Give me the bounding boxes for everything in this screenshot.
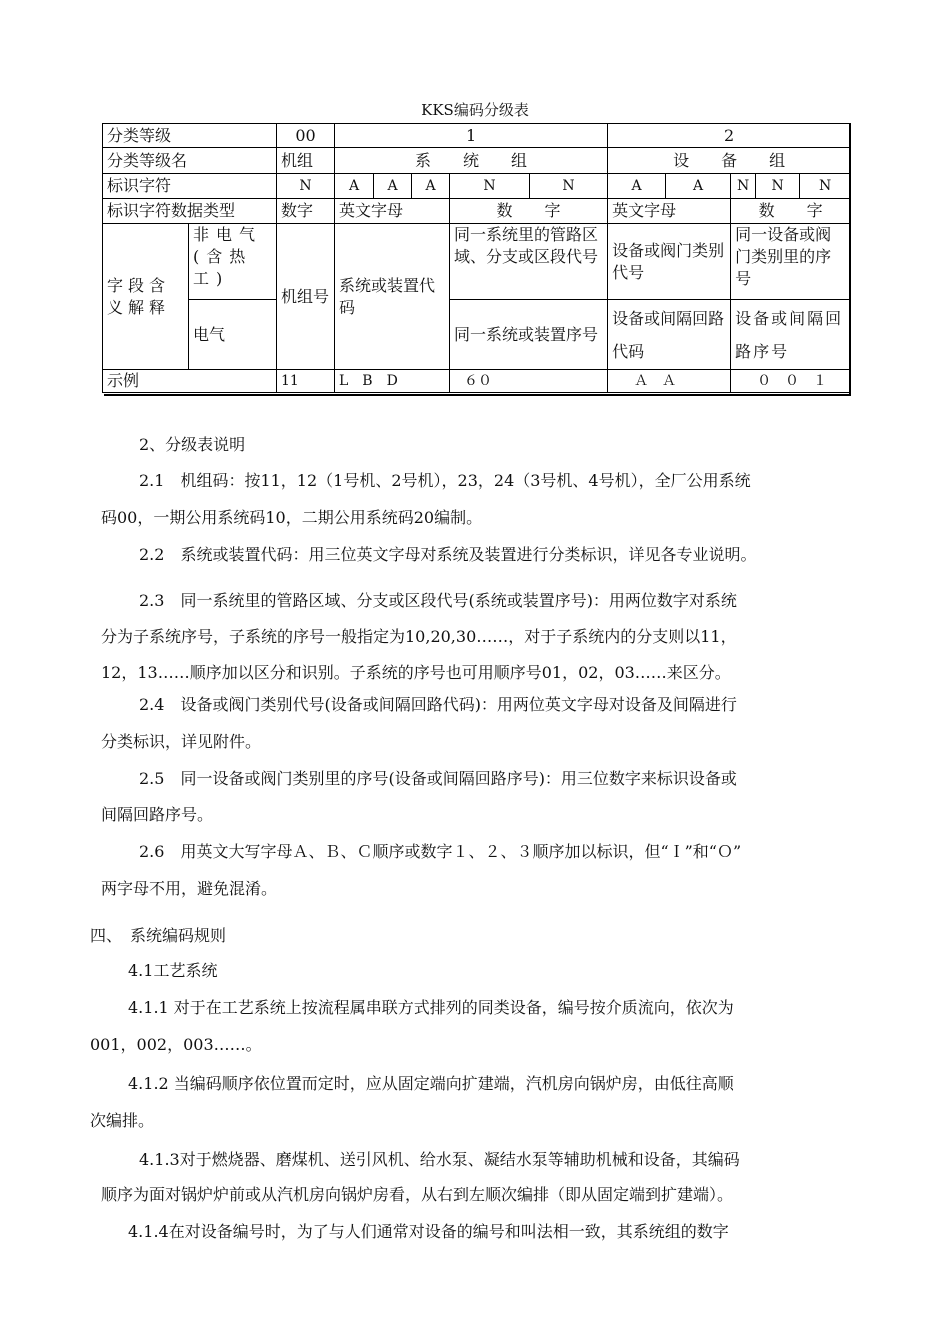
subsection-heading: 4.1工艺系统 bbox=[128, 961, 218, 980]
datatype-digits-2: 数 字 bbox=[731, 199, 851, 224]
paragraph-line: 2.6 用英文大写字母Ａ、Ｂ、Ｃ顺序或数字１、２、３顺序加以标识，但“Ｉ”和“Ｏ” bbox=[139, 842, 742, 861]
id-char-label: 标识字符 bbox=[103, 174, 277, 199]
level-2: 2 bbox=[608, 124, 851, 148]
table-title: KKS编码分级表 bbox=[421, 101, 529, 119]
datatype-label: 标识字符数据类型 bbox=[103, 199, 277, 224]
table-shadow-bottom bbox=[104, 394, 851, 396]
equipment-group-cell: 设 备 组 bbox=[608, 148, 851, 174]
datatype-letters-2: 英文字母 bbox=[608, 199, 731, 224]
level-1: 1 bbox=[335, 124, 608, 148]
paragraph-line: 间隔回路序号。 bbox=[101, 805, 214, 824]
table-shadow-right bbox=[849, 123, 851, 396]
interval-code-cell: 设备或间隔回路代码 bbox=[608, 300, 731, 370]
id-char-cell: A bbox=[666, 174, 731, 199]
paragraph-line: 分类标识，详见附件。 bbox=[101, 732, 262, 751]
system-code-cell: 系统或装置代码 bbox=[335, 224, 450, 370]
paragraph-line: 4.1.2 当编码顺序依位置而定时，应从固定端向扩建端，汽机房向锅炉房，由低往高顺 bbox=[128, 1074, 734, 1093]
chapter-heading: 四、 系统编码规则 bbox=[90, 926, 227, 945]
id-char-cell: N bbox=[731, 174, 756, 199]
unit-no-cell: 机组号 bbox=[277, 224, 335, 370]
id-char-cell: N bbox=[756, 174, 800, 199]
id-char-cell: A bbox=[374, 174, 412, 199]
paragraph-line: 001，002，003……。 bbox=[90, 1035, 262, 1054]
section-heading: 2、分级表说明 bbox=[139, 435, 246, 454]
pipe-section-cell: 同一系统里的管路区域、分支或区段代号 bbox=[450, 224, 608, 300]
datatype-number: 数字 bbox=[277, 199, 335, 224]
id-char-cell: A bbox=[335, 174, 374, 199]
paragraph-line: 2.5 同一设备或阀门类别里的序号(设备或间隔回路序号)：用三位数字来标识设备或 bbox=[139, 769, 737, 788]
unit-cell: 机组 bbox=[277, 148, 335, 174]
paragraph-line: 次编排。 bbox=[90, 1111, 155, 1130]
level-name-label: 分类等级名 bbox=[103, 148, 277, 174]
datatype-letters: 英文字母 bbox=[335, 199, 450, 224]
system-group-cell: 系 统 组 bbox=[335, 148, 608, 174]
paragraph-line: 12，13……顺序加以区分和识别。子系统的序号也可用顺序号01，02，03……来区分。 bbox=[101, 663, 731, 682]
example-equip: Ａ Ａ bbox=[608, 370, 731, 393]
paragraph-line: 2.2 系统或装置代码：用三位英文字母对系统及装置进行分类标识，详见各专业说明。 bbox=[139, 545, 757, 564]
interval-seq-cell: 设备或间隔回路序号 bbox=[731, 300, 851, 370]
paragraph-line: 分为子系统序号，子系统的序号一般指定为10,20,30……，对于子系统内的分支则以11， bbox=[101, 627, 737, 646]
kks-level-table bbox=[102, 123, 851, 393]
id-char-cell: N bbox=[530, 174, 608, 199]
level-label: 分类等级 bbox=[103, 124, 277, 148]
id-char-cell: N bbox=[450, 174, 530, 199]
paragraph-line: 4.1.1 对于在工艺系统上按流程属串联方式排列的同类设备，编号按介质流向，依次为 bbox=[128, 998, 734, 1017]
paragraph-line: 码00，一期公用系统码10，二期公用系统码20编制。 bbox=[101, 508, 483, 527]
id-char-cell: N bbox=[800, 174, 851, 199]
paragraph-line: 2.3 同一系统里的管路区域、分支或区段代号(系统或装置序号)：用两位数字对系统 bbox=[139, 591, 737, 610]
datatype-digits: 数 字 bbox=[450, 199, 608, 224]
electric-label: 电气 bbox=[189, 300, 277, 370]
example-seq: ０ ０ １ bbox=[731, 370, 851, 393]
example-label: 示例 bbox=[103, 370, 277, 393]
meaning-label: 字段含义解释 bbox=[103, 224, 189, 370]
paragraph-line: 2.4 设备或阀门类别代号(设备或间隔回路代码)：用两位英文字母对设备及间隔进行 bbox=[139, 695, 737, 714]
equip-seq-cell: 同一设备或阀门类别里的序号 bbox=[731, 224, 851, 300]
id-char-cell: A bbox=[412, 174, 450, 199]
example-system: L B D bbox=[335, 370, 450, 393]
id-char-cell: N bbox=[277, 174, 335, 199]
paragraph-line: 4.1.4在对设备编号时，为了与人们通常对设备的编号和叫法相一致，其系统组的数字 bbox=[128, 1222, 729, 1241]
equip-code-cell: 设备或阀门类别代号 bbox=[608, 224, 731, 300]
id-char-cell: A bbox=[608, 174, 666, 199]
level-00: 00 bbox=[277, 124, 335, 148]
paragraph-line: 4.1.3对于燃烧器、磨煤机、送引风机、给水泵、凝结水泵等辅助机械和设备，其编码 bbox=[139, 1150, 740, 1169]
example-unit: 11 bbox=[277, 370, 335, 393]
non-electric-label: 非电气(含热工) bbox=[189, 224, 277, 300]
example-section: ６０ bbox=[450, 370, 608, 393]
paragraph-line: 两字母不用，避免混淆。 bbox=[101, 879, 278, 898]
paragraph-line: 顺序为面对锅炉炉前或从汽机房向锅炉房看，从右到左顺次编排（即从固定端到扩建端）。 bbox=[101, 1185, 734, 1204]
paragraph-line: 2.1 机组码：按11，12（1号机、2号机），23，24（3号机、4号机），全厂公用系统 bbox=[139, 471, 751, 490]
system-seq-cell: 同一系统或装置序号 bbox=[450, 300, 608, 370]
